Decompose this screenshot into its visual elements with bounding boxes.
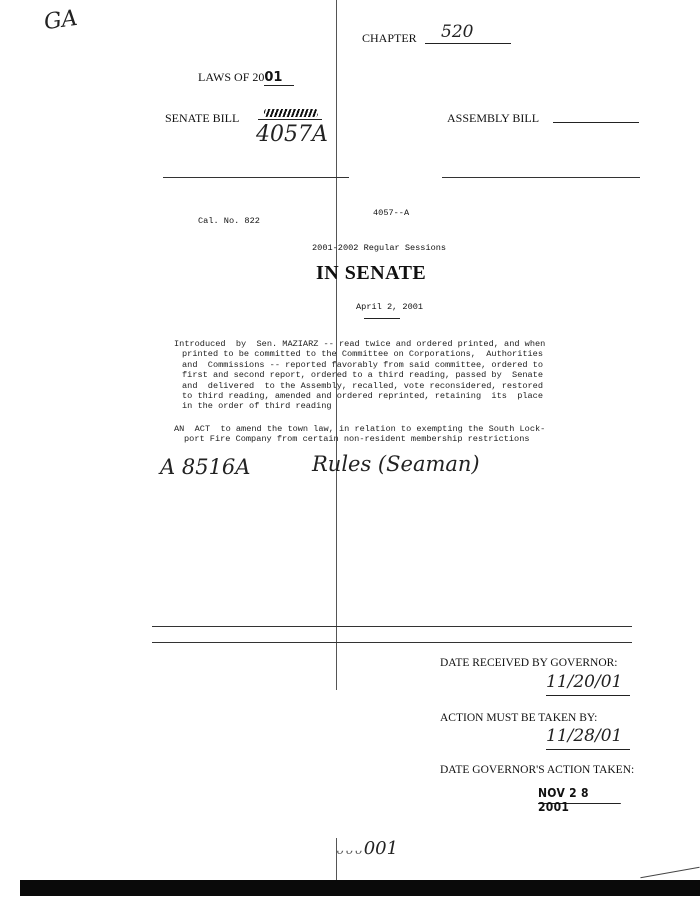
bottom-scan-streak — [640, 867, 699, 878]
session-line: 2001-2002 Regular Sessions — [312, 243, 447, 253]
intro-line: printed to be committed to the Committee on Corporations, Authorities — [182, 349, 543, 360]
bill-id: 4057--A — [373, 208, 410, 218]
date-received-value: 11/20/01 — [546, 672, 630, 696]
header-rule-left — [163, 177, 349, 178]
date-rule — [364, 318, 400, 319]
laws-label: LAWS OF 20 — [198, 70, 265, 84]
laws-of-row — [198, 70, 294, 85]
page-code-number: 001 — [363, 838, 399, 859]
lower-rule-2 — [152, 642, 632, 643]
cal-no: Cal. No. 822 — [198, 216, 260, 226]
struck-bill-number — [258, 107, 322, 120]
senate-bill-number: 4057A — [256, 122, 328, 147]
intro-line: and delivered to the Assembly, recalled, vote reconsidered, restored — [182, 380, 543, 391]
page-code-dots: ᴗᴗᴗ — [336, 843, 364, 857]
intro-line: first and second report, ordered to a third reading, passed by Senate — [182, 370, 543, 381]
action-by-label: ACTION MUST BE TAKEN BY: — [440, 712, 598, 724]
act-title — [174, 424, 614, 445]
house-heading: IN SENATE — [316, 262, 427, 284]
assembly-bill-blank — [553, 122, 639, 123]
action-by-value: 11/28/01 — [546, 726, 630, 750]
chapter-number: 520 — [425, 22, 511, 44]
bill-date: April 2, 2001 — [356, 302, 424, 312]
corner-initials: GA — [42, 5, 80, 36]
handwritten-assembly-ref: A 8516A — [160, 455, 251, 479]
action-taken-label: DATE GOVERNOR'S ACTION TAKEN: — [440, 764, 635, 776]
date-received-label: DATE RECEIVED BY GOVERNOR: — [440, 657, 618, 669]
chapter-label: CHAPTER — [362, 31, 417, 45]
lower-rule-1 — [152, 626, 632, 627]
bottom-scan-bar — [20, 880, 700, 896]
handwritten-committee: Rules (Seaman) — [312, 452, 480, 476]
introduction-paragraph — [174, 339, 614, 412]
senate-bill-label: SENATE BILL — [165, 111, 240, 125]
intro-line: to third reading, amended and ordered reprinted, retaining its place — [182, 391, 543, 402]
header-rule-right — [442, 177, 640, 178]
act-title-line: port Fire Company from certain non-resident membership restrictions — [184, 434, 530, 445]
intro-line: Introduced by Sen. MAZIARZ -- read twice and ordered printed, and when — [174, 339, 546, 349]
scribble-mark — [264, 109, 318, 117]
action-taken-value: NOV 2 8 2001 — [538, 786, 621, 804]
laws-year: 01 — [264, 70, 294, 86]
intro-line: in the order of third reading — [182, 401, 332, 412]
intro-line: and Commissions -- reported favorably from said committee, ordered to — [182, 359, 543, 370]
assembly-bill-label: ASSEMBLY BILL — [447, 111, 540, 125]
page-code — [336, 838, 398, 859]
act-title-line: AN ACT to amend the town law, in relation to exempting the South Lock- — [174, 424, 546, 434]
